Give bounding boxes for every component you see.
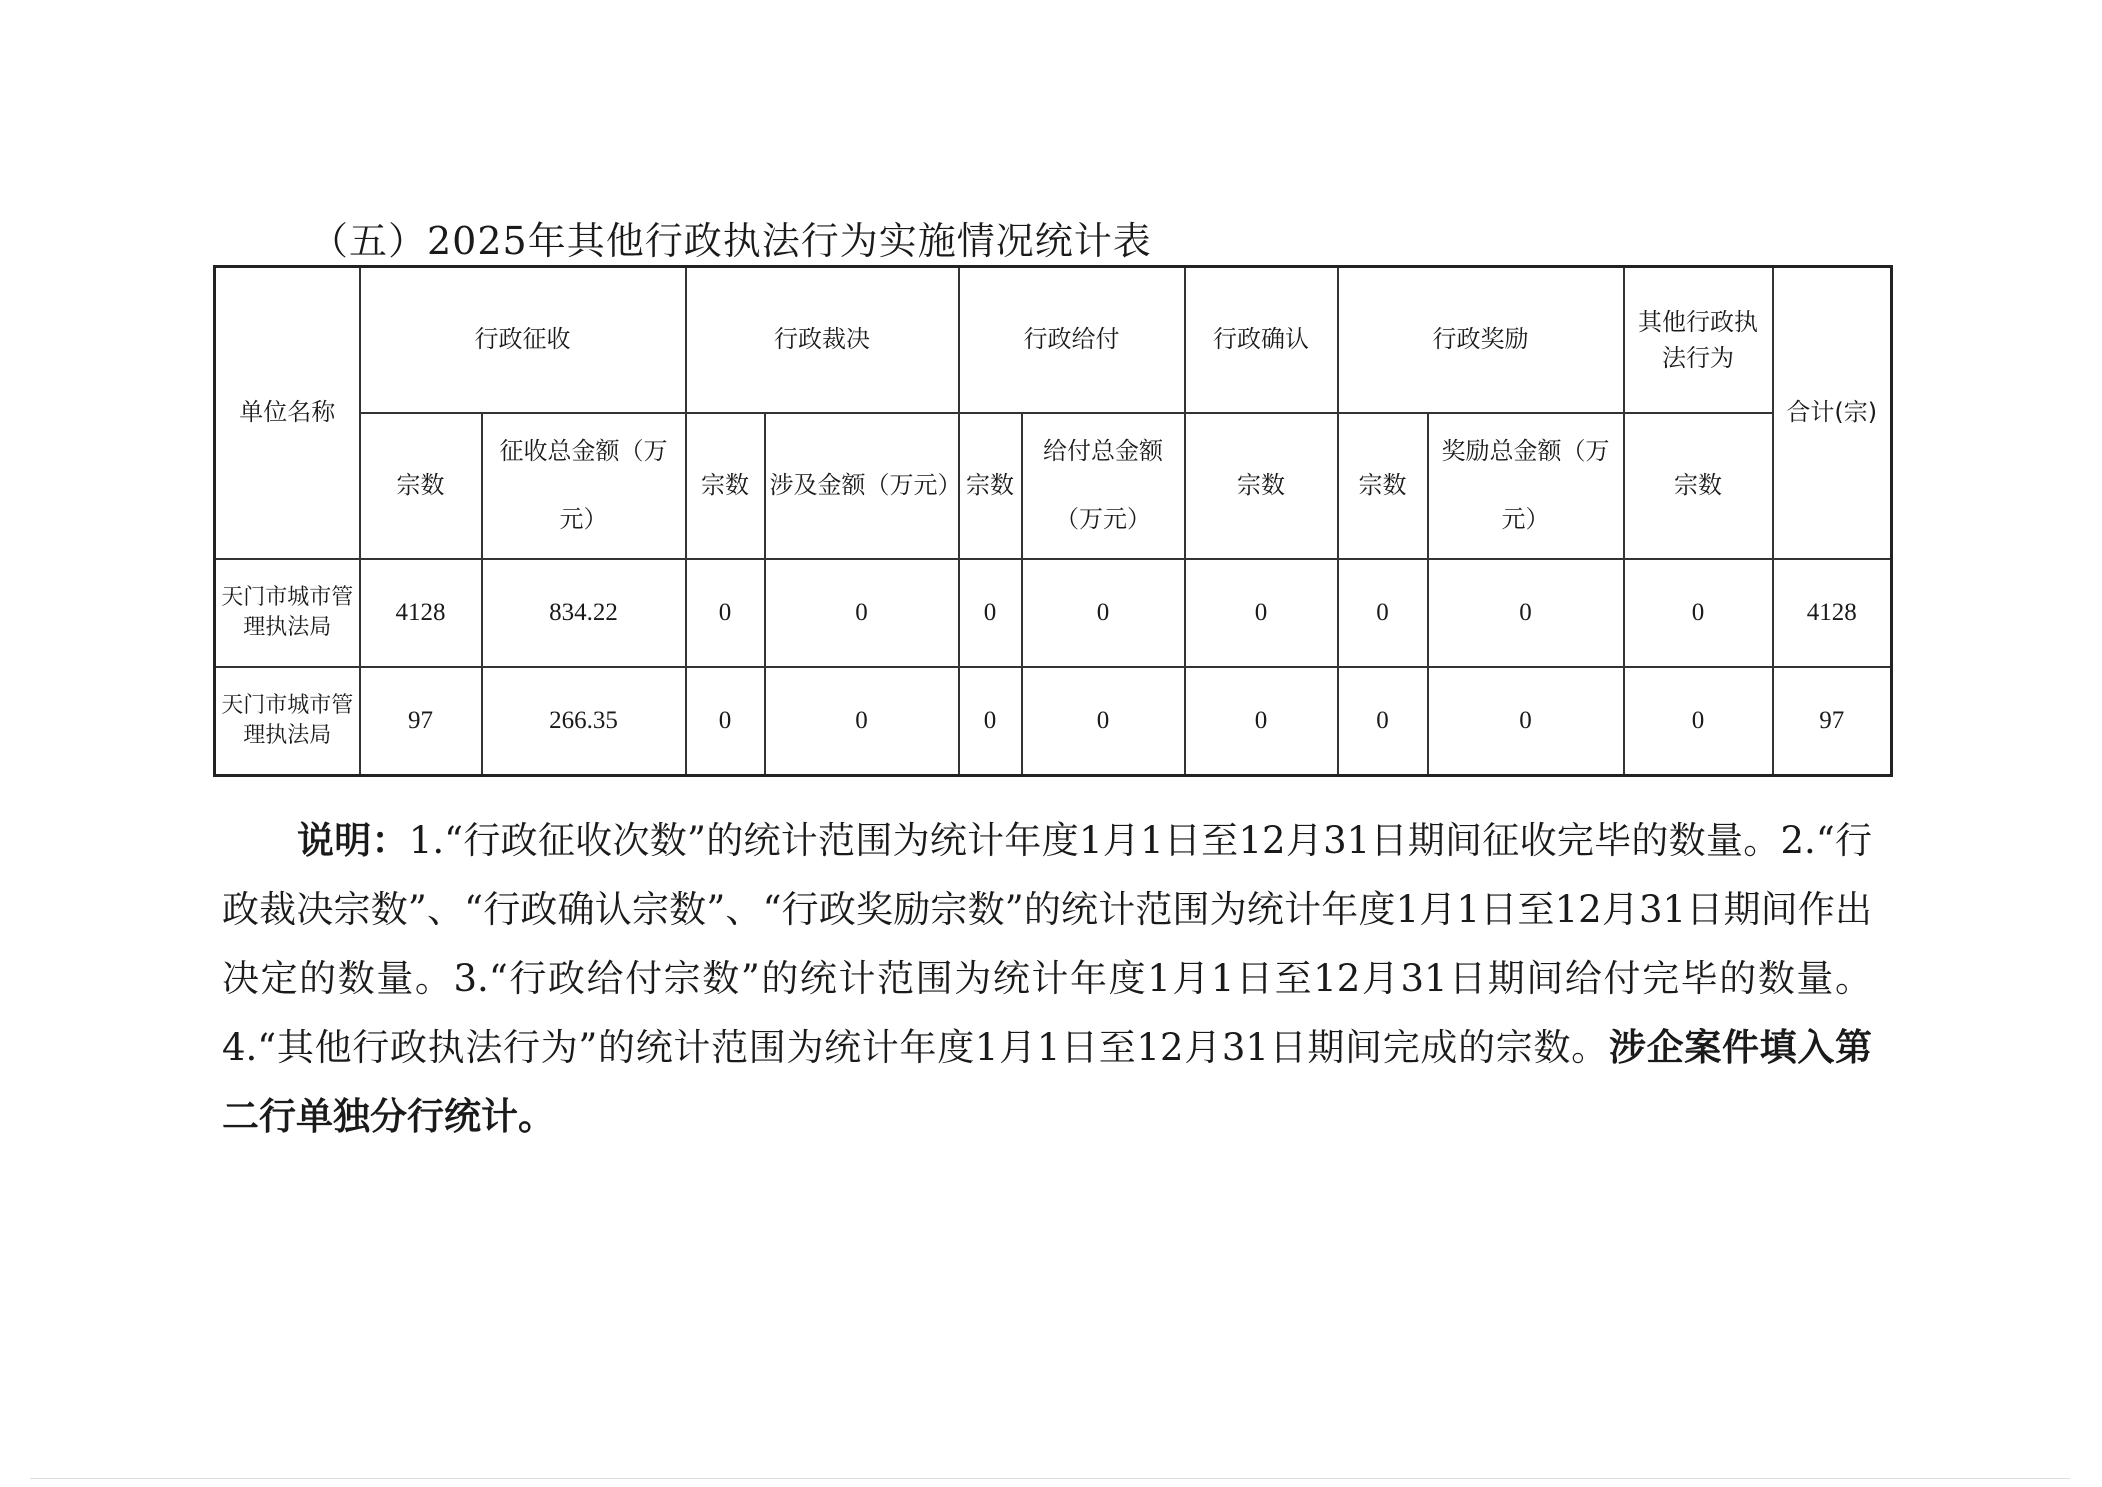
header-reward: 行政奖励 [1338,267,1624,413]
header-payment: 行政给付 [959,267,1185,413]
header-row-1 [215,267,1892,413]
cell-ruling-count: 0 [686,667,765,776]
header-levy: 行政征收 [360,267,686,413]
cell-reward-amount: 0 [1428,667,1624,776]
cell-other-count: 0 [1624,559,1773,667]
cell-payment-count: 0 [959,559,1022,667]
cell-reward-amount: 0 [1428,559,1624,667]
cell-payment-count: 0 [959,667,1022,776]
header-reward-count: 宗数 [1338,413,1428,559]
enforcement-stats-table [213,265,1893,777]
header-payment-count: 宗数 [959,413,1022,559]
header-confirmation-count: 宗数 [1185,413,1338,559]
note-label: 说明： [297,818,409,862]
header-ruling: 行政裁决 [686,267,959,413]
explanation-note [222,806,1872,1151]
cell-levy-amount: 266.35 [482,667,686,776]
cell-payment-amount: 0 [1022,667,1185,776]
cell-total: 97 [1773,667,1892,776]
document-title: （五）2025年其他行政执法行为实施情况统计表 [310,219,1152,263]
header-levy-amount: 征收总金额（万元） [482,413,686,559]
cell-reward-count: 0 [1338,559,1428,667]
header-other: 其他行政执法行为 [1624,267,1773,413]
row-unit-name: 天门市城市管理执法局 [215,559,360,667]
note-emphasis: 涉企案件填入第二行单独分行统计。 [222,1025,1873,1138]
row-unit-name: 天门市城市管理执法局 [215,667,360,776]
header-row-2 [215,413,1892,559]
cell-ruling-count: 0 [686,559,765,667]
header-confirmation: 行政确认 [1185,267,1338,413]
cell-total: 4128 [1773,559,1892,667]
header-other-count: 宗数 [1624,413,1773,559]
cell-ruling-amount: 0 [765,559,959,667]
table-row [215,667,1892,776]
cell-payment-amount: 0 [1022,559,1185,667]
header-total: 合计(宗) [1773,267,1892,559]
cell-confirmation-count: 0 [1185,667,1338,776]
header-ruling-count: 宗数 [686,413,765,559]
cell-confirmation-count: 0 [1185,559,1338,667]
cell-levy-amount: 834.22 [482,559,686,667]
cell-reward-count: 0 [1338,667,1428,776]
header-ruling-amount: 涉及金额（万元） [765,413,959,559]
header-levy-count: 宗数 [360,413,482,559]
note-text: 1.“行政征收次数”的统计范围为统计年度1月1日至12月31日期间征收完毕的数量。2.“行政裁决宗数”、“行政确认宗数”、“行政奖励宗数”的统计范围为统计年度1月1日至12月31日期间作出决定的数量。3.“行政给付宗数”的统计范围为统计年度1月1日至12月31日期间给付完毕的数量。4.“其他行政执法行为”的统计范围为统计年度1月1日至12月31日期间完成的宗数。 [222,819,1873,1069]
header-reward-amount: 奖励总金额（万元） [1428,413,1624,559]
cell-ruling-amount: 0 [765,667,959,776]
header-payment-amount: 给付总金额（万元） [1022,413,1185,559]
cell-other-count: 0 [1624,667,1773,776]
header-unit-name: 单位名称 [215,267,360,559]
table-row [215,559,1892,667]
cell-levy-count: 97 [360,667,482,776]
cell-levy-count: 4128 [360,559,482,667]
page-bottom-rule [30,1478,2070,1479]
